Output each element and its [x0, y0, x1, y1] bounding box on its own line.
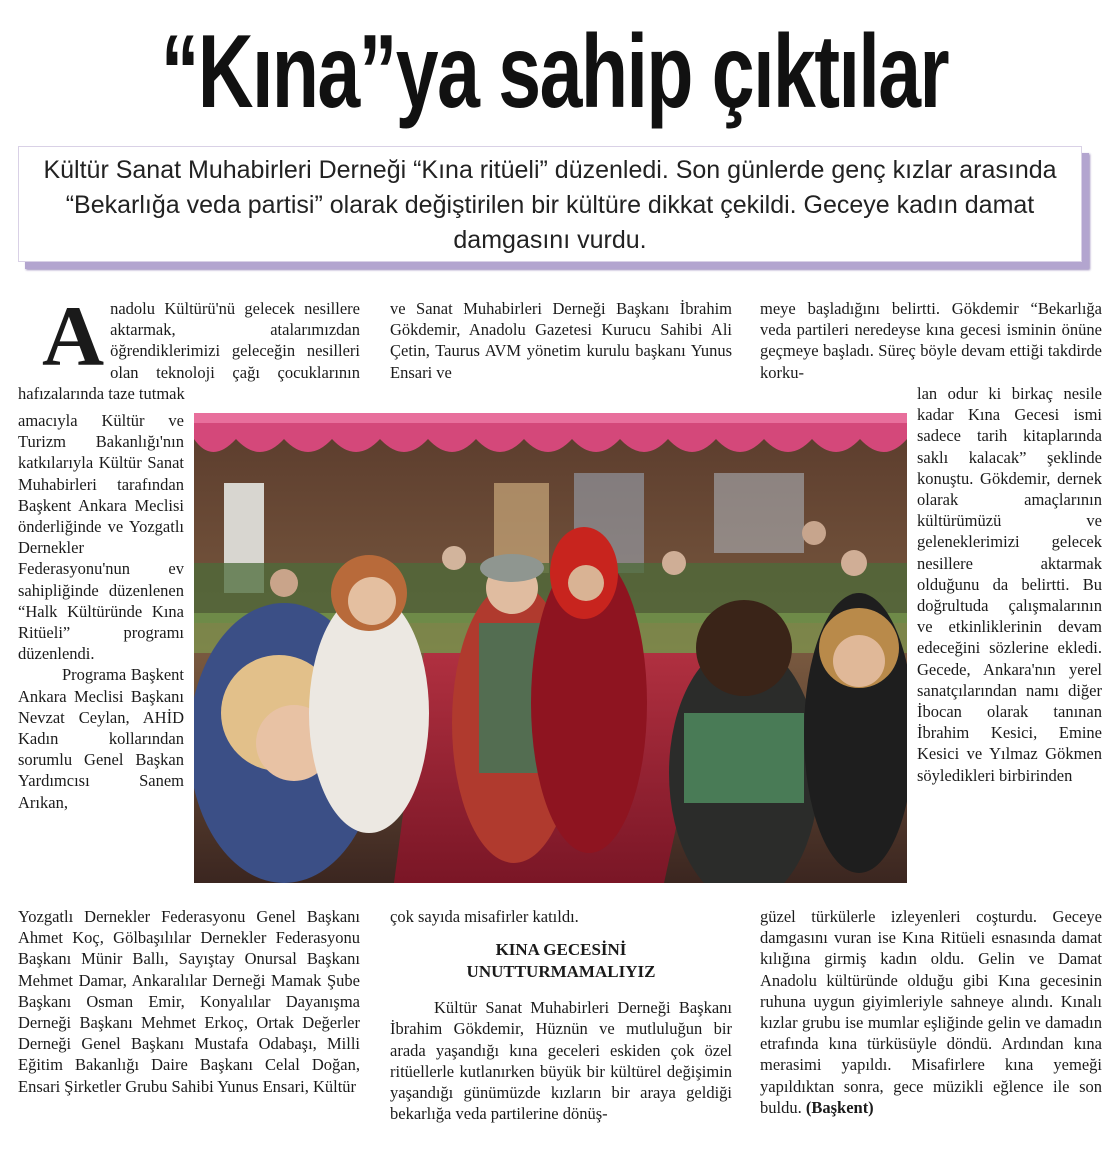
col2-bottom-text: Kültür Sanat Muhabirleri Derneği Başkanı İbrahim Gökdemir, Hüznün ve mutluluğun bir arada yaşandığı kına geceleri eskiden çok özel ritüellerle kutlanırken büyük bir kültürel değişimin yaşandığı günümüzde kızların bir araya geldiği bekarlığa veda partilerine dönüş- — [390, 998, 732, 1124]
source-credit: (Başkent) — [805, 1097, 874, 1117]
subheading — [390, 939, 732, 983]
col2-after-text: çok sayıda misafirler katıldı. — [390, 907, 579, 926]
drop-cap: A — [42, 288, 105, 384]
event-photo-illustration — [194, 413, 907, 883]
col3-top-text: meye başladığını belirtti. Gökdemir “Bekarlığa veda partileri neredeyse kına gecesi isminin önüne geçmeye başladı. Süreç böyle devam ettiği takdirde korku- — [760, 299, 1102, 382]
headline: “Kına”ya sahip çıktılar — [160, 14, 949, 130]
event-photo — [194, 413, 907, 883]
column-3-top — [760, 298, 1102, 383]
col3-bottom-text — [760, 906, 1102, 1118]
column-2-top — [390, 298, 732, 383]
col1-bottom-text: Yozgatlı Dernekler Federasyonu Genel Başkanı Ahmet Koç, Gölbaşılılar Dernekler Federasyonu Başkanı Münir Ballı, Sayıştay Onursal Başkanı Mehmet Damar, Ankaralılar Derneği Mamak Şube Başkanı Osman Emir, Konyalılar Dayanışma Derneği Başkanı Mehmet Erkoç, Ortak Değerler Derneği Genel Başkanı Mustafa Odabaşı, Milli Eğitim Bakanlığı Daire Başkanı Celal Doğan, Ensari Şirketler Grubu Sahibi Yunus Ensari, Kültür — [18, 907, 360, 1096]
subheading-line-2: UNUTTURMAMALIYIZ — [466, 962, 656, 982]
column-1-narrow — [18, 410, 184, 813]
subheading-line-1: KINA GECESİNİ — [495, 940, 627, 960]
column-3-narrow — [917, 383, 1102, 786]
col3-narrow-text: lan odur ki birkaç nesile kadar Kına Gecesi ismi sadece tarih kitaplarında saklı kalacak” şeklinde konuştu. Gökdemir, dernek olarak amaçlarının kültürümüzü ve geleneklerimizi gelecek nesillere aktarmak olduğunu da belirtti. Bu doğrultuda çalışmalarının ve etkinliklerinin devam edeceğini sözlerine ekledi. Gecede, Ankara'nın yerel sanatçılarından namı diğer İbocan olarak tanınan İbrahim Kesici, Emine Kesici ve Yılmaz Gökmen söyledikleri birbirinden — [917, 384, 1102, 785]
column-3-bottom — [760, 906, 1102, 1118]
column-1-top — [18, 288, 360, 404]
intro-text: nadolu Kültürü'nü gelecek nesillere aktarmak, atalarımızdan öğrendiklerimizi geleceğin nesilleri olan teknoloji çağı çocuklarının hafızalarında taze tutmak — [18, 299, 360, 403]
col1-narrow-text-2: Programa Başkent Ankara Meclisi Başkanı Nevzat Ceylan, AHİD Kadın kollarından sorumlu Genel Başkan Yardımcısı Sanem Arıkan, — [18, 665, 184, 812]
column-2-bottom — [390, 906, 732, 1124]
col1-narrow-text: amacıyla Kültür ve Turizm Bakanlığı'nın katkılarıyla Kültür Sanat Muhabirleri tarafından Başkent Ankara Meclisi önderliğinde ve Yozgatlı Dernekler Federasyonu'nun ev sahipliğinde düzenlenen “Halk Kültüründe Kına Ritüeli” programı düzenlendi. — [18, 411, 184, 664]
column-1-bottom — [18, 906, 360, 1097]
col2-top-text: ve Sanat Muhabirleri Derneği Başkanı İbrahim Gökdemir, Anadolu Gazetesi Kurucu Sahibi Ali Çetin, Taurus AVM yönetim kurulu başkanı Yunus Ensari ve — [390, 299, 732, 382]
lead-paragraph: Kültür Sanat Muhabirleri Derneği “Kına ritüeli” düzenledi. Son günlerde genç kızlar arasında “Bekarlığa veda partisi” olarak değiştirilen bir kültüre dikkat çekildi. Geceye kadın damat damgasını vurdu. — [18, 146, 1082, 262]
col3-bottom-body: güzel türkülerle izleyenleri coşturdu. Geceye damgasını vuran ise Kına Ritüeli esnasında damat kılığına girmiş kadın oldu. Gelin ve Damat Anadolu kültüründe olduğu gibi Kına gecesinin ruhuna uygun giyimleriyle sahneye alındı. Kınalı kızlar grubu ise mumlar eşliğinde gelin ve damadın etrafında kına türküsüyle döndü. Ardından kına merasimi yapıldı. Misafirlere kına yemeği yapıldıktan sonra, gece müzikli eğlence ile son buldu. — [760, 907, 1102, 1117]
